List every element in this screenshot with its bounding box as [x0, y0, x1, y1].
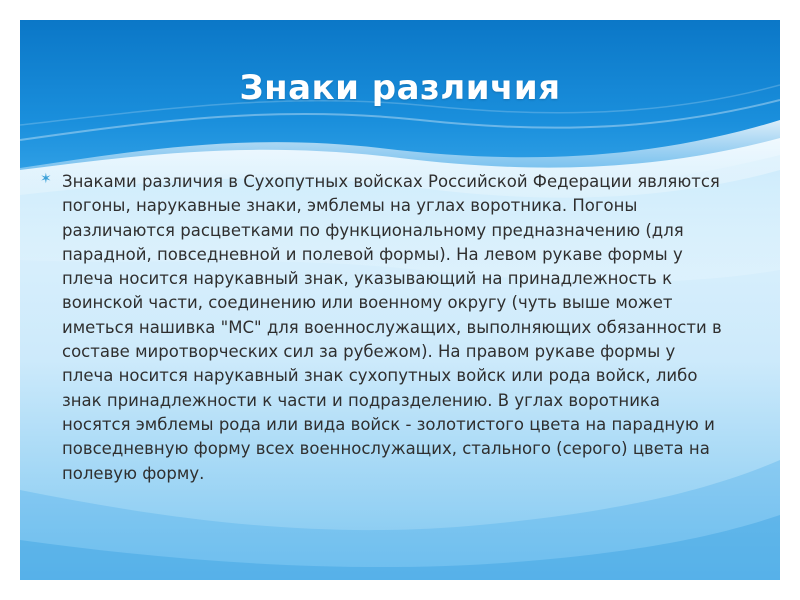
bullet-star-icon: ✶ [40, 171, 52, 187]
slide-body-text: Знаками различия в Сухопутных войсках Российской Федерации являются погоны, нарукавные знаки, эмблемы на углах воротника. Погоны различаются расцветками по функциональному предназначению (для парадной, повседневной и полевой формы). На левом рукаве формы у плеча носится нарукавный знак, указывающий на принадлежность к воинской части, соединению или военному округу (чуть выше может иметься нашивка "МС" для военнослужащих, выполняющих обязанности в составе миротворческих сил за рубежом). На правом рукаве формы у плеча носится нарукавный знак сухопутных войск или рода войск, либо знак принадлежности к части и подразделению. В углах воротника носятся эмблемы рода или вида войск - золотистого цвета на парадную и повседневную форму всех военнослужащих, стального (серого) цвета на полевую форму. [62, 172, 722, 483]
slide-title: Знаки различия [239, 68, 561, 108]
